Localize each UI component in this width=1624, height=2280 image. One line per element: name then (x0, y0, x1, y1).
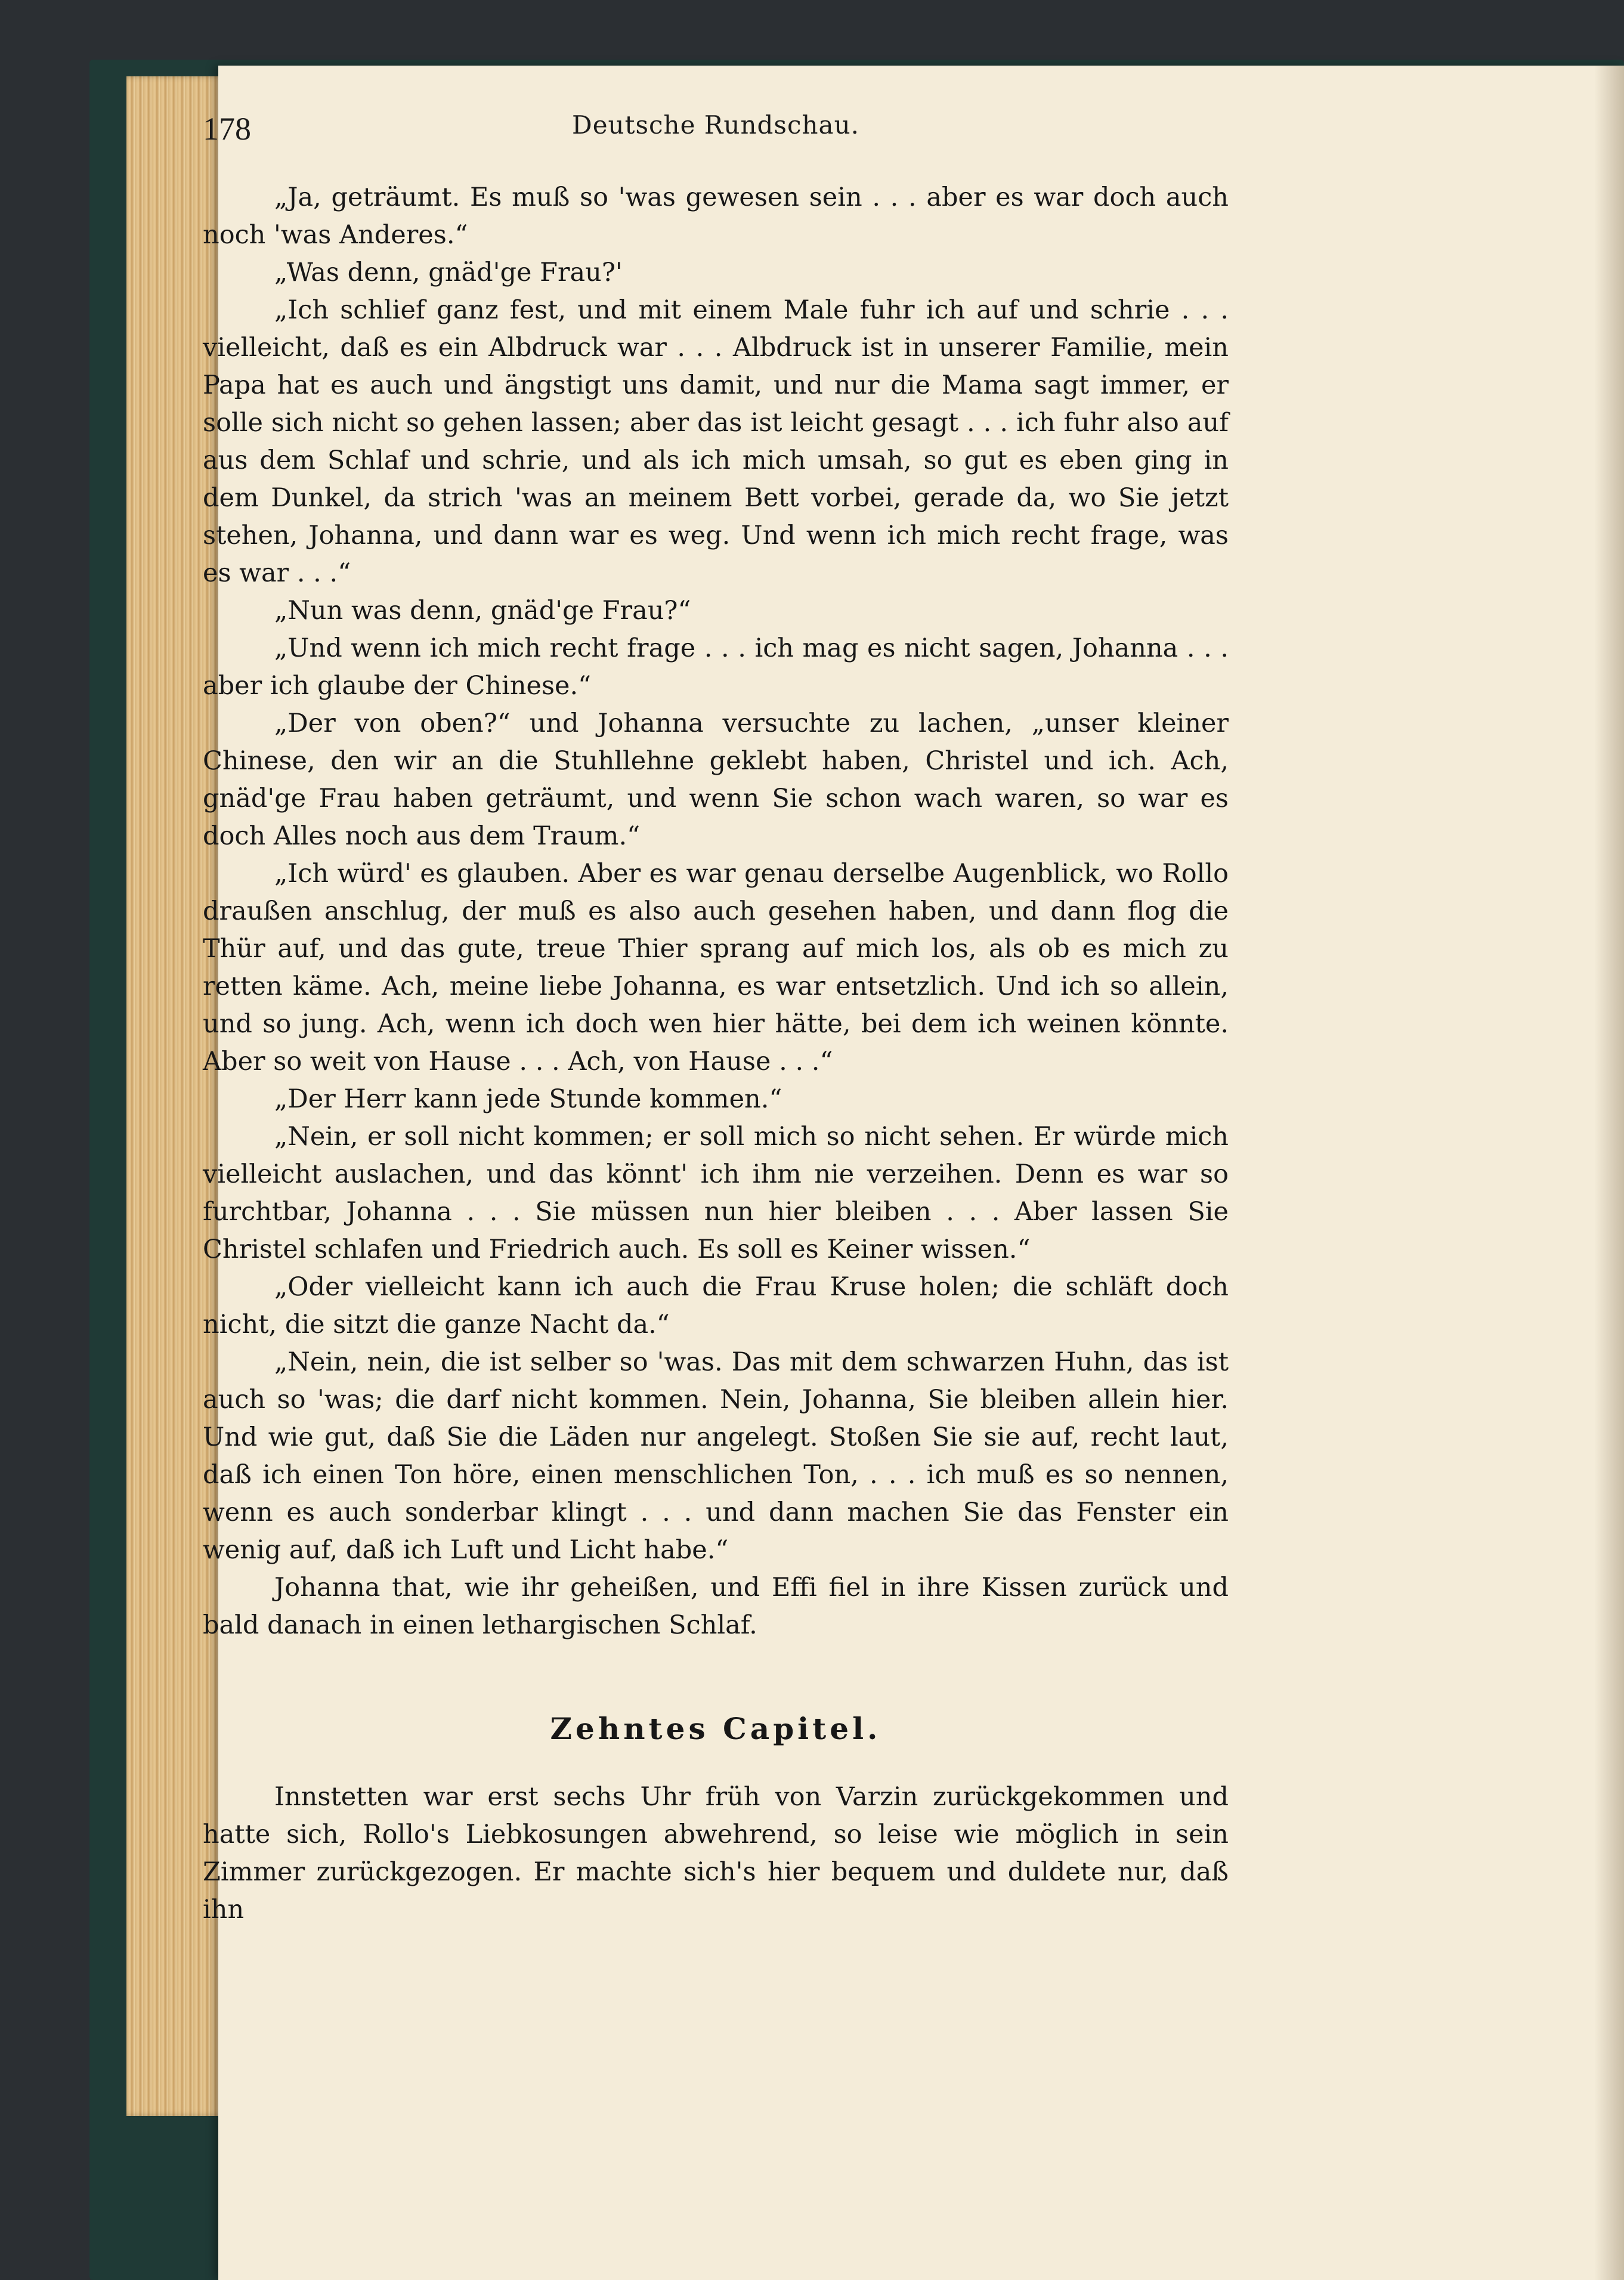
page-number: 178 (203, 111, 251, 147)
page-header (203, 110, 1229, 158)
paragraph: „Und wenn ich mich recht frage . . . ich mag es nicht sagen, Johanna . . . aber ich glaube der Chinese.“ (203, 633, 1229, 701)
body-text (203, 179, 1229, 1929)
chapter-heading: Zehntes Capitel. (550, 1711, 881, 1746)
running-title: Deutsche Rundschau. (572, 110, 859, 140)
paragraph: „Ja, geträumt. Es muß so 'was gewesen sein . . . aber es war doch auch noch 'was Anderes.“ (203, 182, 1229, 250)
paragraph: „Was denn, gnäd'ge Frau?' (274, 258, 623, 287)
paragraph: „Nein, er soll nicht kommen; er soll mich so nicht sehen. Er würde mich vielleicht auslachen, und das könnt' ich ihm nie verzeihen. Denn es war so furchtbar, Johanna . . . Sie müssen nun hier bleiben . . . Aber lassen Sie Christel schlafen und Friedrich auch. Es soll es Keiner wissen.“ (203, 1122, 1229, 1264)
paragraph: „Der von oben?“ und Johanna versuchte zu lachen, „unser kleiner Chinese, den wir an die Stuhllehne geklebt haben, Christel und ich. Ach, gnäd'ge Frau haben geträumt, und wenn Sie schon wach waren, so war es doch Alles noch aus dem Traum.“ (203, 709, 1229, 851)
paragraph: „Ich schlief ganz fest, und mit einem Male fuhr ich auf und schrie . . . vielleicht, daß es ein Albdruck war . . . Albdruck ist in unserer Familie, mein Papa hat es auch und ängstigt uns damit, und nur die Mama sagt immer, er solle sich nicht so gehen lassen; aber das ist leicht gesagt . . . ich fuhr also auf aus dem Schlaf und schrie, und als ich mich umsah, so gut es eben ging in dem Dunkel, da strich 'was an meinem Bett vorbei, gerade da, wo Sie jetzt stehen, Johanna, und dann war es weg. Und wenn ich mich recht frage, was es war . . .“ (203, 295, 1229, 588)
paragraph: „Nun was denn, gnäd'ge Frau?“ (274, 596, 691, 626)
paragraph: „Der Herr kann jede Stunde kommen.“ (274, 1084, 782, 1114)
paragraph: Johanna that, wie ihr geheißen, und Effi fiel in ihre Kissen zurück und bald danach in einen lethargischen Schlaf. (203, 1573, 1229, 1640)
paragraph: „Nein, nein, die ist selber so 'was. Das mit dem schwarzen Huhn, das ist auch so 'was; die darf nicht kommen. Nein, Johanna, Sie bleiben allein hier. Und wie gut, daß Sie die Läden nur angelegt. Stoßen Sie sie auf, recht laut, daß ich einen Ton höre, einen menschlichen Ton, . . . ich muß es so nennen, wenn es auch sonderbar klingt . . . und dann machen Sie das Fenster ein wenig auf, daß ich Luft und Licht habe.“ (203, 1347, 1229, 1565)
page-shadow (1594, 66, 1624, 2280)
paragraph: „Oder vielleicht kann ich auch die Frau Kruse holen; die schläft doch nicht, die sitzt die ganze Nacht da.“ (203, 1272, 1229, 1339)
paragraph: „Ich würd' es glauben. Aber es war genau derselbe Augenblick, wo Rollo draußen anschlug, der muß es also auch gesehen haben, und dann flog die Thür auf, und das gute, treue Thier sprang auf mich los, als ob es mich zu retten käme. Ach, meine liebe Johanna, es war entsetzlich. Und ich so allein, und so jung. Ach, wenn ich doch wen hier hätte, bei dem ich weinen könnte. Aber so weit von Hause . . . Ach, von Hause . . .“ (203, 859, 1229, 1076)
paragraph: Innstetten war erst sechs Uhr früh von Varzin zurückgekommen und hatte sich, Rollo's Liebkosungen abwehrend, so leise wie möglich in sein Zimmer zurückgezogen. Er machte sich's hier bequem und duldete nur, daß ihn (203, 1782, 1229, 1925)
